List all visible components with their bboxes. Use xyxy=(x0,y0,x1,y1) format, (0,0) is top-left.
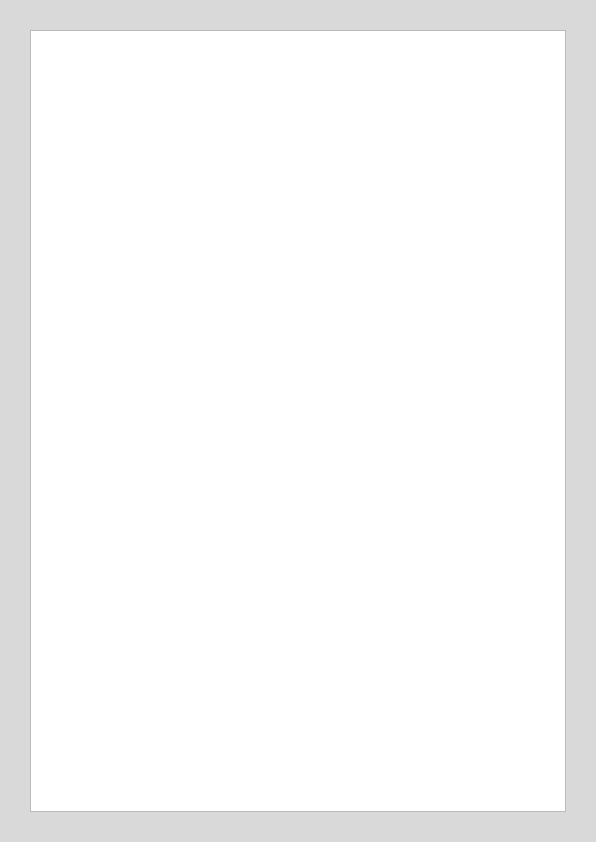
document-page xyxy=(30,30,566,812)
watermark xyxy=(31,31,565,811)
heading-line xyxy=(89,60,540,74)
